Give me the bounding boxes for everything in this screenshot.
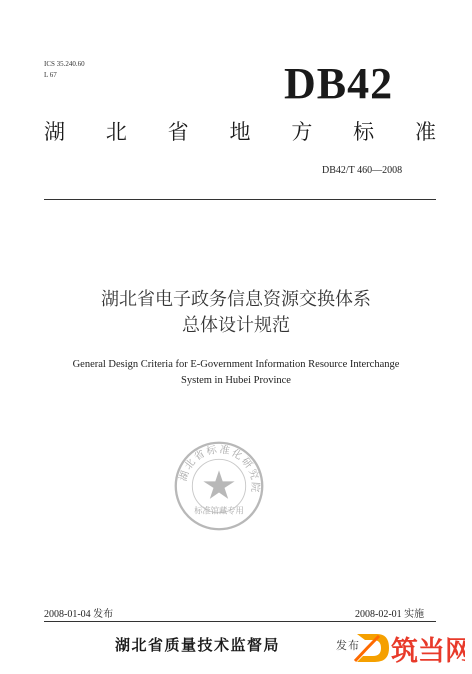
watermark-logo <box>353 628 465 668</box>
implement-date: 2008-02-01 实施 <box>355 609 425 620</box>
region-char: 方 <box>291 120 313 144</box>
region-char: 准 <box>414 120 436 144</box>
region-char: 省 <box>167 120 189 144</box>
region-char: 地 <box>229 120 251 144</box>
seal-ring-text: 湖北省标准化研究院 <box>177 444 261 495</box>
standard-number: DB42/T 460—2008 <box>322 165 403 176</box>
publisher-name: 湖北省质量技术监督局 <box>115 636 281 654</box>
issue-date: 2008-01-04 发布 <box>44 609 114 620</box>
top-divider <box>44 199 436 200</box>
watermark-logo-icon <box>353 628 465 668</box>
title-en-line1: General Design Criteria for E-Government Information Resource Interchange <box>72 359 400 370</box>
ccs-code: L 67 <box>44 71 57 79</box>
region-char: 湖 <box>44 120 65 144</box>
watermark-text: 筑当网 <box>391 636 465 667</box>
library-seal-stamp <box>173 440 265 532</box>
bottom-divider <box>44 621 436 622</box>
seal-inner-text: 标准馆藏专用 <box>194 505 244 516</box>
title-cn-line1: 湖北省电子政务信息资源交换体系 <box>101 289 371 310</box>
publish-label: 发布 <box>336 639 360 652</box>
region-char: 北 <box>105 120 127 144</box>
region-char: 标 <box>353 120 375 144</box>
title-en-line2: System in Hubei Province <box>181 375 291 386</box>
standard-code: DB42 <box>284 59 394 108</box>
ics-code: ICS 35.240.60 <box>44 60 85 68</box>
standard-type-title <box>44 118 436 146</box>
classification-block <box>44 59 85 81</box>
title-cn-line2: 总体设计规范 <box>182 315 290 336</box>
